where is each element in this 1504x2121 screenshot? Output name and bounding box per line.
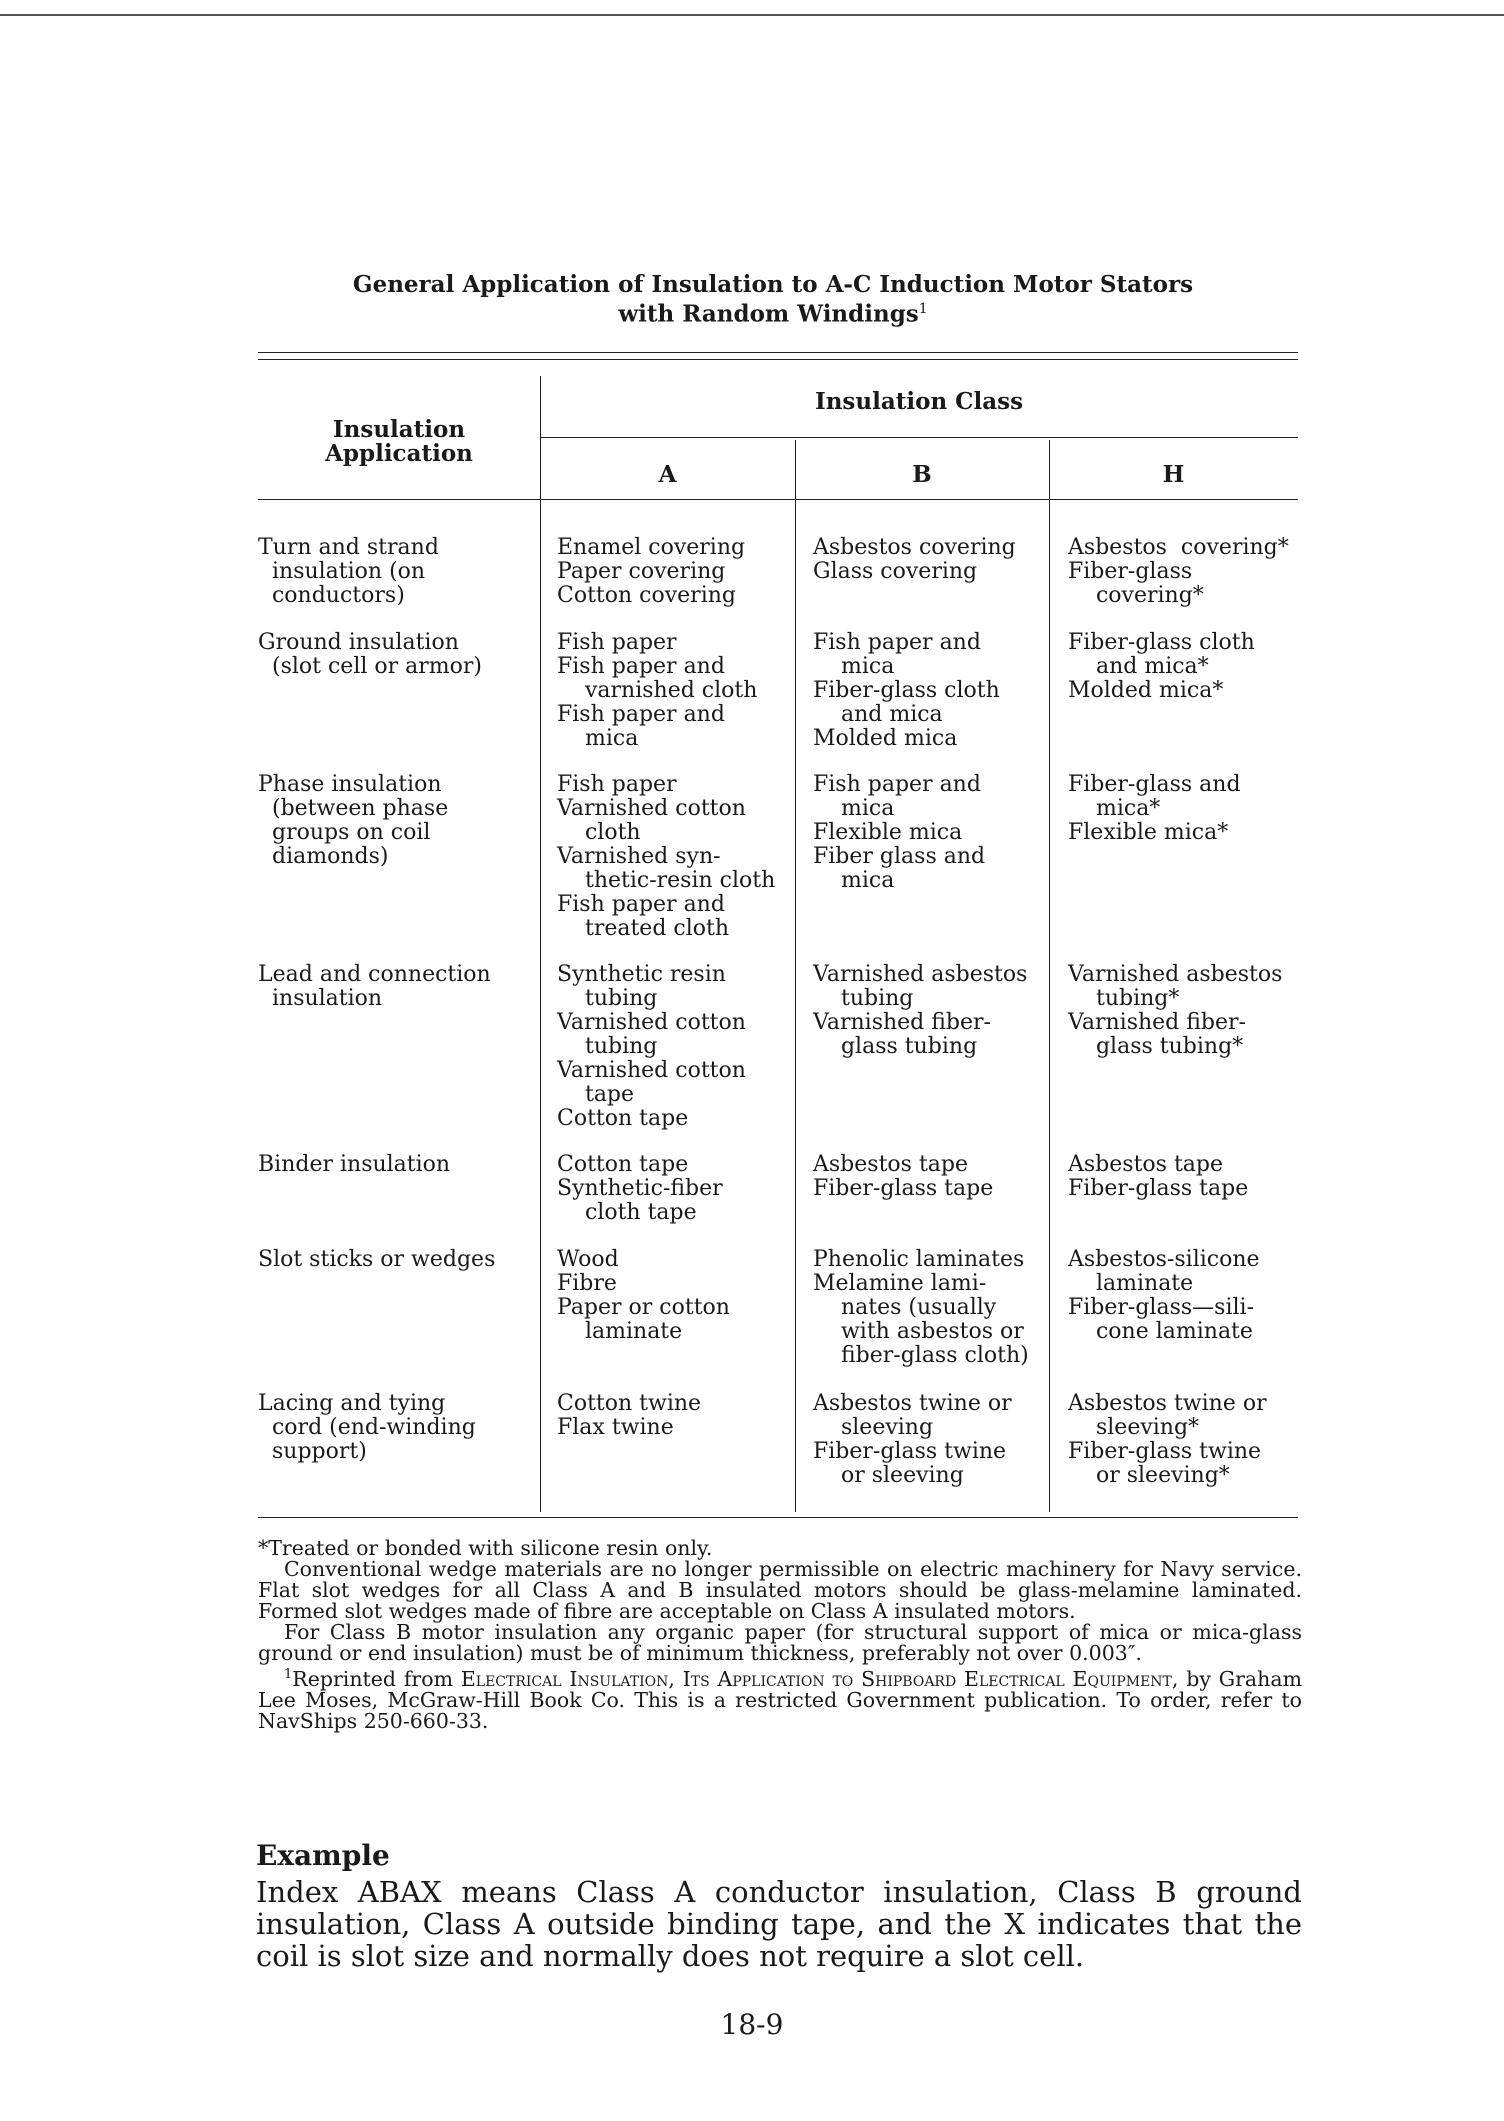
row-5-class-a: Cotton tape Synthetic-fiber cloth tape <box>557 1152 723 1225</box>
header-bottom-rule <box>258 499 1298 500</box>
note-footnote <box>258 1664 1302 1732</box>
table-title-line1: General Application of Insulation to A-C Induction Motor Stators <box>352 271 1194 298</box>
header-class-b: B <box>912 461 932 488</box>
row-3-class-h: Fiber-glass and mica* Flexible mica* <box>1068 772 1241 845</box>
row-7-class-a: Cotton twine Flax twine <box>557 1391 702 1440</box>
column-divider-application <box>540 376 541 1512</box>
row-2-application: Ground insulation (slot cell or armor) <box>258 630 482 679</box>
header-class-a: A <box>658 461 677 488</box>
row-7-class-h: Asbestos twine or sleeving* Fiber-glass twine or sleeving* <box>1068 1391 1267 1488</box>
page-number: 18-9 <box>720 2008 784 2041</box>
table-bottom-rule <box>258 1517 1298 1518</box>
row-4-class-a: Synthetic resin tubing Varnished cotton tubing Varnished cotton tape Cotton tape <box>557 962 746 1131</box>
row-6-class-h: Asbestos-silicone laminate Fiber-glass—sili- cone laminate <box>1068 1247 1260 1344</box>
footnote-source-title: Electrical Insulation, Its Application to Shipboard Electrical Equipment, <box>460 1666 1179 1691</box>
row-4-class-h: Varnished asbestos tubing* Varnished fiber- glass tubing* <box>1068 962 1283 1059</box>
table-top-rule-1 <box>258 352 1298 353</box>
row-3-application: Phase insulation (between phase groups on coil diamonds) <box>258 772 449 869</box>
row-4-application: Lead and connection insulation <box>258 962 491 1011</box>
footnote-prefix: Reprinted from <box>292 1666 461 1691</box>
note-wedge-materials: Conventional wedge materials are no longer permissible on electric machinery for Navy service. Flat slot wedges for all Class A and B insulated motors should be glass-melamine laminated. Formed slot wedges made of fibre are acceptable on Class A insulated motors. <box>258 1557 1302 1623</box>
row-5-class-b: Asbestos tape Fiber-glass tape <box>813 1152 994 1201</box>
example-heading: Example <box>256 1839 390 1872</box>
row-1-class-b: Asbestos covering Glass covering <box>813 535 1016 584</box>
row-3-class-b: Fish paper and mica Flexible mica Fiber glass and mica <box>813 772 986 893</box>
footnote-ref: 1 <box>284 1667 293 1682</box>
row-1-class-h: Asbestos covering* Fiber-glass covering* <box>1068 535 1289 608</box>
header-insulation-class: Insulation Class <box>814 388 1024 415</box>
footnote-rest: by Graham Lee Moses, McGraw-Hill Book Co. This is a restricted Government publication. To order, refer to NavShips 250-660-33. <box>258 1666 1303 1733</box>
row-7-class-b: Asbestos twine or sleeving Fiber-glass twine or sleeving <box>813 1391 1012 1488</box>
note-class-b-paper: For Class B motor insulation any organic paper (for structural support of mica or mica-glass ground or end insulation) must be of minimum thickness, preferably not over 0.003″. <box>258 1620 1302 1665</box>
example-text: Index ABAX means Class A conductor insulation, Class B ground insulation, Class A outside binding tape, and the X indicates that the coil is slot size and normally does not require a slot cell. <box>256 1875 1302 1973</box>
row-3-class-a: Fish paper Varnished cotton cloth Varnished syn- thetic-resin cloth Fish paper and treated cloth <box>557 772 776 941</box>
class-header-rule <box>540 437 1298 438</box>
header-insulation-application: Insulation Application <box>325 416 473 467</box>
table-title <box>258 272 1288 327</box>
table-top-rule-2 <box>258 359 1298 360</box>
row-6-class-a: Wood Fibre Paper or cotton laminate <box>557 1247 730 1344</box>
row-7-application: Lacing and tying cord (end-winding support) <box>258 1391 476 1464</box>
row-2-class-a: Fish paper Fish paper and varnished cloth Fish paper and mica <box>557 630 758 751</box>
row-1-class-a: Enamel covering Paper covering Cotton covering <box>557 535 746 608</box>
row-4-class-b: Varnished asbestos tubing Varnished fiber- glass tubing <box>813 962 1028 1059</box>
row-2-class-h: Fiber-glass cloth and mica* Molded mica* <box>1068 630 1255 703</box>
column-divider-b <box>1049 440 1050 1512</box>
row-6-application: Slot sticks or wedges <box>258 1247 496 1272</box>
note-asterisk: *Treated or bonded with silicone resin only. <box>258 1536 713 1560</box>
column-divider-a <box>795 440 796 1512</box>
row-5-application: Binder insulation <box>258 1152 451 1177</box>
row-6-class-b: Phenolic laminates Melamine lami- nates (usually with asbestos or fiber-glass cloth) <box>813 1247 1029 1368</box>
header-class-h: H <box>1162 461 1185 488</box>
row-2-class-b: Fish paper and mica Fiber-glass cloth and mica Molded mica <box>813 630 1000 751</box>
row-1-application: Turn and strand insulation (on conductors) <box>258 535 439 608</box>
page-top-rule <box>0 14 1504 16</box>
table-title-line2 <box>258 297 1288 327</box>
table-title-line2-text: with Random Windings <box>618 300 919 328</box>
row-5-class-h: Asbestos tape Fiber-glass tape <box>1068 1152 1249 1201</box>
title-footnote-ref: 1 <box>918 301 928 317</box>
table-notes <box>258 1538 1302 1732</box>
